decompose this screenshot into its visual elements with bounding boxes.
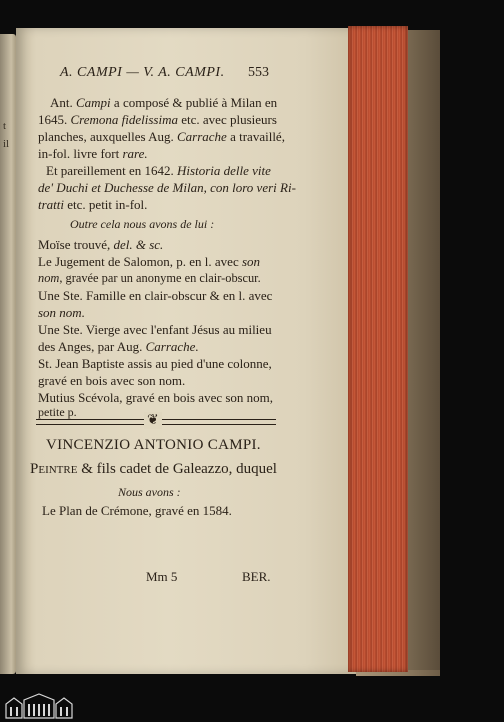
section-subtitle: Peintre & fils cadet de Galeazzo, duquel — [30, 461, 277, 477]
left-margin-char: t — [3, 120, 7, 132]
list-item: des Anges, par Aug. Carrache. — [38, 339, 199, 354]
list-item: Le Jugement de Salomon, p. en l. avec son — [38, 254, 261, 269]
nous-avons-label: Nous avons : — [118, 485, 181, 499]
library-building-logo-icon — [4, 692, 74, 720]
list-item: gravé en bois avec son nom. — [38, 373, 186, 388]
list-item: Mutius Scévola, gravé en bois avec son nom, — [38, 390, 274, 405]
signature-mark: Mm 5 — [146, 569, 178, 584]
left-margin-char: il — [3, 138, 10, 150]
page-number: 553 — [248, 65, 269, 80]
text-line: tratti etc. petit in-fol. — [38, 197, 148, 212]
bottom-bar — [0, 692, 504, 722]
red-page-edges — [348, 26, 408, 672]
text-line: Et pareillement en 1642. Historia delle vite — [46, 163, 271, 178]
list-item: Une Ste. Vierge avec l'enfant Jésus au milieu — [38, 322, 272, 337]
text-line: in-fol. livre fort rare. — [38, 146, 148, 161]
text-line: Ant. Campi a composé & publié à Milan en — [50, 95, 278, 110]
plan-entry: Le Plan de Crémone, gravé en 1584. — [42, 503, 232, 518]
list-item: son nom. — [38, 305, 85, 320]
running-title: A. CAMPI — V. A. CAMPI. — [60, 65, 225, 80]
ornament-icon: ❦ — [144, 412, 162, 429]
list-item: Moïse trouvé, del. & sc. — [38, 237, 164, 252]
list-item: petite p. — [38, 405, 77, 419]
list-item: Une Ste. Famille en clair-obscur & en l. avec — [38, 288, 273, 303]
section-title: VINCENZIO ANTONIO CAMPI. — [46, 437, 261, 453]
text-line: planches, auxquelles Aug. Carrache a travaillé, — [38, 129, 285, 144]
list-item: nom, gravée par un anonyme en clair-obscur. — [38, 271, 261, 285]
text-line: 1645. Cremona fidelissima etc. avec plusieurs — [38, 112, 277, 127]
catchword: BER. — [242, 569, 271, 584]
left-page-edge — [0, 34, 16, 674]
subheading: Outre cela nous avons de lui : — [70, 217, 215, 231]
text-line: de' Duchi et Duchesse de Milan, con loro veri Ri- — [38, 180, 296, 195]
book-fore-edge-shadow — [405, 30, 440, 670]
list-item: St. Jean Baptiste assis au pied d'une colonne, — [38, 356, 272, 371]
